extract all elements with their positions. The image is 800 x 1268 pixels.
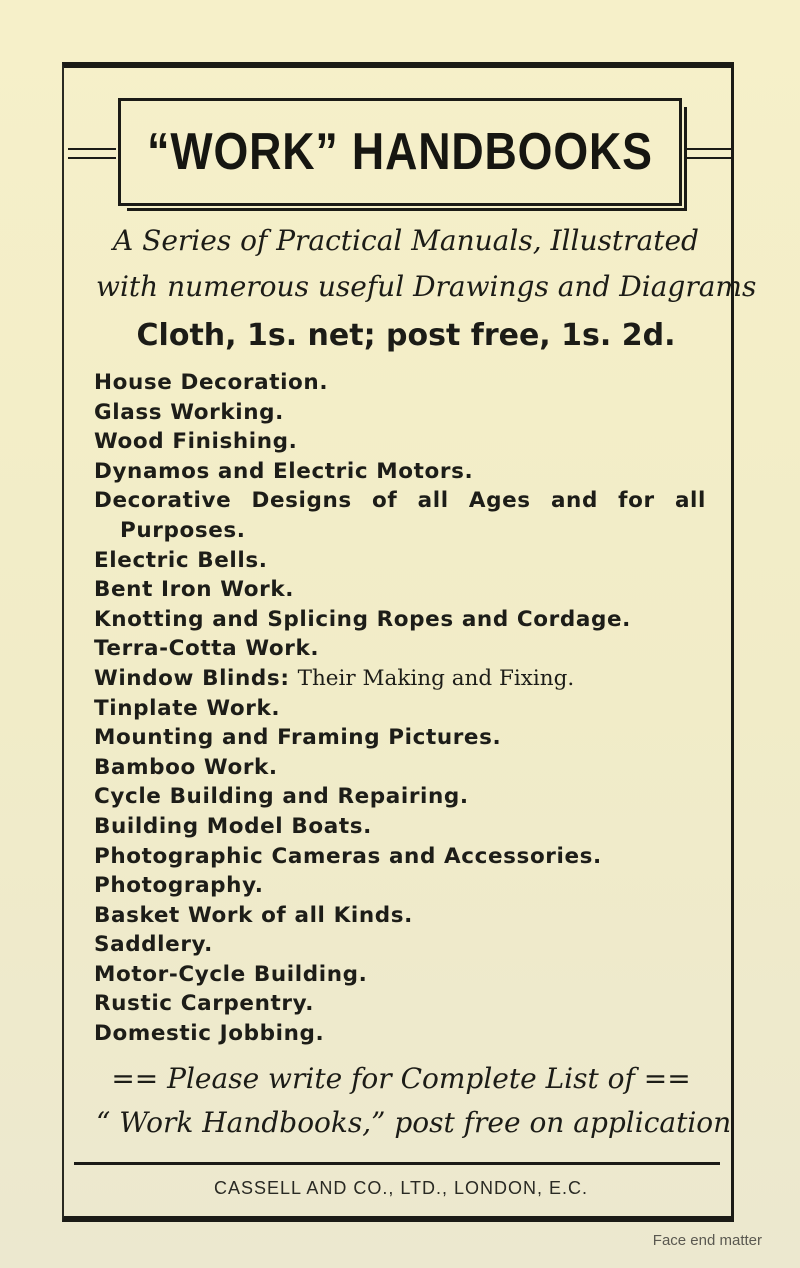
list-item: Rustic Carpentry. xyxy=(94,991,314,1017)
header-title: “WORK” HANDBOOKS xyxy=(147,123,653,181)
list-item: Electric Bells. xyxy=(94,547,268,573)
list-item: Tinplate Work. xyxy=(94,695,281,721)
list-item: Dynamos and Electric Motors. xyxy=(94,458,474,484)
header-box xyxy=(118,98,682,206)
list-item: Terra-Cotta Work. xyxy=(94,636,320,662)
page-caption: Face end matter xyxy=(652,1232,762,1249)
list-item xyxy=(94,486,714,516)
list-item: Mounting and Framing Pictures. xyxy=(94,725,502,751)
list-item: House Decoration. xyxy=(94,370,329,395)
list-item: Purposes. xyxy=(120,517,246,543)
list-item: Photographic Cameras and Accessories. xyxy=(94,843,602,869)
list-item: Motor-Cycle Building. xyxy=(94,961,368,987)
list-item: Domestic Jobbing. xyxy=(94,1021,325,1047)
list-item-detail: Their Making and Fixing. xyxy=(297,665,575,691)
list-item: Saddlery. xyxy=(94,932,213,958)
subtitle-line-1: A Series of Practical Manuals, Illustrated xyxy=(113,224,699,257)
list-item: Wood Finishing. xyxy=(94,429,298,455)
list-item: Glass Working. xyxy=(94,399,284,425)
list-item xyxy=(94,664,714,694)
header-dash-left xyxy=(68,148,116,159)
list-item-text: Decorative Designs of all Ages and for all xyxy=(94,488,706,514)
header-dash-right xyxy=(686,148,732,159)
footer-note-line-2: “ Work Handbooks,” post free on application xyxy=(96,1106,732,1139)
list-item-text: Window Blinds: xyxy=(94,665,290,691)
handbook-list xyxy=(94,368,714,1049)
list-item: Building Model Boats. xyxy=(94,813,372,839)
list-item: Bent Iron Work. xyxy=(94,577,294,603)
subtitle-line-2: with numerous useful Drawings and Diagrams xyxy=(96,270,757,303)
list-item: Basket Work of all Kinds. xyxy=(94,902,413,928)
bottom-rule xyxy=(74,1162,720,1165)
publisher-imprint: CASSELL AND CO., LTD., LONDON, E.C. xyxy=(213,1178,589,1198)
list-item: Knotting and Splicing Ropes and Cordage. xyxy=(94,606,631,632)
list-item: Photography. xyxy=(94,873,264,899)
list-item: Cycle Building and Repairing. xyxy=(94,784,469,810)
list-item: Bamboo Work. xyxy=(94,754,278,780)
price-line: Cloth, 1s. net; post free, 1s. 2d. xyxy=(136,318,676,353)
footer-note-line-1: == Please write for Complete List of == xyxy=(111,1062,691,1095)
